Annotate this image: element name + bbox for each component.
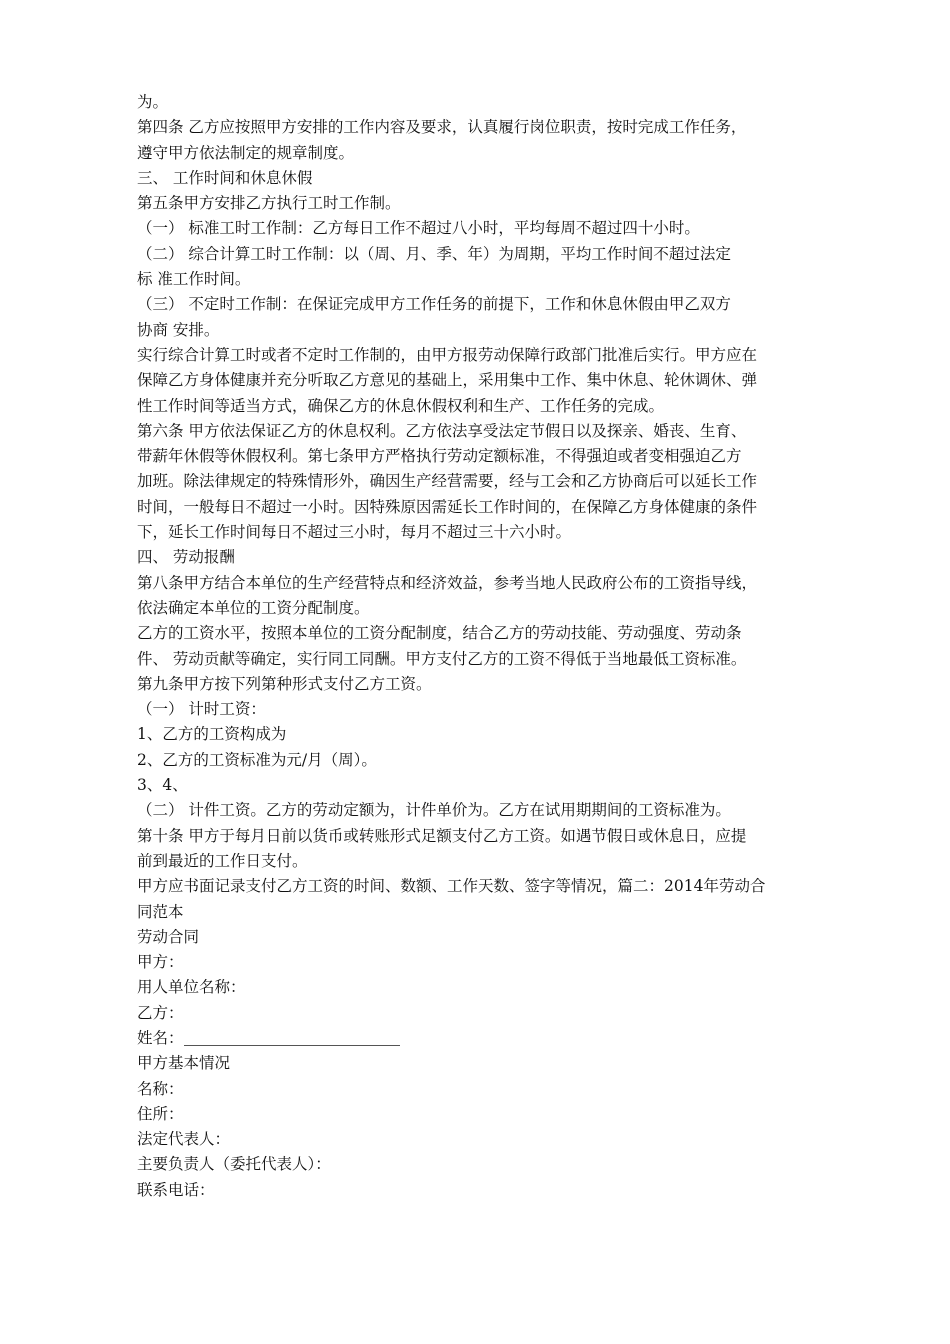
name-field-row — [137, 1026, 827, 1051]
text-line: 下，延长工作时间每日不超过三小时，每月不超过三十六小时。 — [137, 523, 572, 542]
text-line: （一） 标准工时工作制：乙方每日工作不超过八小时，平均每周不超过四十小时。 — [137, 219, 700, 238]
section-heading: 四、 劳动报酬 — [137, 548, 235, 567]
text-line: （一） 计时工资： — [137, 700, 266, 719]
text-line: 时间，一般每日不超过一小时。因特殊原因需延长工作时间的，在保障乙方身体健康的条件 — [137, 497, 758, 516]
employer-name-label: 用人单位名称： — [137, 978, 246, 997]
text-line: 主要负责人（委托代表人）： — [137, 1155, 331, 1174]
text-line: 遵守甲方依法制定的规章制度。 — [137, 143, 355, 162]
text-line: 性工作时间等适当方式，确保乙方的休息休假权利和生产、工作任务的完成。 — [137, 396, 665, 415]
text-line: 加班。除法律规定的特殊情形外，确因生产经营需要，经与工会和乙方协商后可以延长工作 — [137, 472, 758, 491]
name-blank-line — [184, 1027, 400, 1046]
text-line: （三） 不定时工作制：在保证完成甲方工作任务的前提下，工作和休息休假由甲乙双方 — [137, 295, 731, 314]
text-line: 标 准工作时间。 — [137, 270, 251, 289]
text-line: 3、4、 — [137, 776, 188, 795]
text-line: 联系电话： — [137, 1180, 215, 1199]
text-line: 第六条 甲方依法保证乙方的休息权利。乙方依法享受法定节假日以及探亲、婚丧、生育、 — [137, 421, 747, 440]
text-line: 为。 — [137, 93, 169, 111]
section-heading: 三、 工作时间和休息休假 — [137, 168, 313, 187]
text-line: 第十条 甲方于每月日前以货币或转账形式足额支付乙方工资。如遇节假日或休息日，应提 — [137, 826, 747, 845]
text-line: 名称： — [137, 1079, 184, 1098]
text-line: 2、乙方的工资标准为元/月（周）。 — [137, 750, 377, 769]
text-line: 乙方的工资水平，按照本单位的工资分配制度，结合乙方的劳动技能、劳动强度、劳动条 — [137, 624, 742, 643]
text-line: 法定代表人： — [137, 1130, 231, 1149]
name-label: 姓名： — [137, 1028, 184, 1047]
text-line: 件、 劳动贡献等确定，实行同工同酬。甲方支付乙方的工资不得低于当地最低工资标准。 — [137, 649, 747, 668]
text-line: 第四条 乙方应按照甲方安排的工作内容及要求，认真履行岗位职责，按时完成工作任务， — [137, 118, 747, 137]
contract-title: 劳动合同 — [137, 927, 200, 946]
text-line: 第五条甲方安排乙方执行工时工作制。 — [137, 194, 401, 213]
document-page — [137, 90, 827, 1203]
text-line: 实行综合计算工时或者不定时工作制的，由甲方报劳动保障行政部门批准后实行。甲方应在 — [137, 345, 758, 364]
party-a-label: 甲方： — [137, 953, 184, 972]
text-line: 第九条甲方按下列第种形式支付乙方工资。 — [137, 674, 432, 693]
text-line: 依法确定本单位的工资分配制度。 — [137, 598, 370, 617]
text-line: 同范本 — [137, 902, 184, 921]
text-line: （二） 综合计算工时工作制：以（周、月、季、年）为周期，平均工作时间不超过法定 — [137, 244, 731, 263]
party-b-label: 乙方： — [137, 1003, 184, 1022]
text-line: 1、乙方的工资构成为 — [137, 725, 287, 744]
text-line: 保障乙方身体健康并充分听取乙方意见的基础上，采用集中工作、集中休息、轮休调休、弹 — [137, 371, 758, 390]
text-line: 协商 安排。 — [137, 320, 220, 339]
text-line: 前到最近的工作日支付。 — [137, 851, 308, 870]
text-line: （二） 计件工资。乙方的劳动定额为，计件单价为。乙方在试用期期间的工资标准为。 — [137, 801, 731, 820]
text-line: 甲方基本情况 — [137, 1054, 231, 1073]
text-line: 住所： — [137, 1104, 184, 1123]
text-line: 带薪年休假等休假权利。第七条甲方严格执行劳动定额标准，不得强迫或者变相强迫乙方 — [137, 447, 742, 466]
text-line: 甲方应书面记录支付乙方工资的时间、数额、工作天数、签字等情况，篇二：2014年劳动合 — [137, 877, 766, 896]
text-line: 第八条甲方结合本单位的生产经营特点和经济效益，参考当地人民政府公布的工资指导线， — [137, 573, 758, 592]
